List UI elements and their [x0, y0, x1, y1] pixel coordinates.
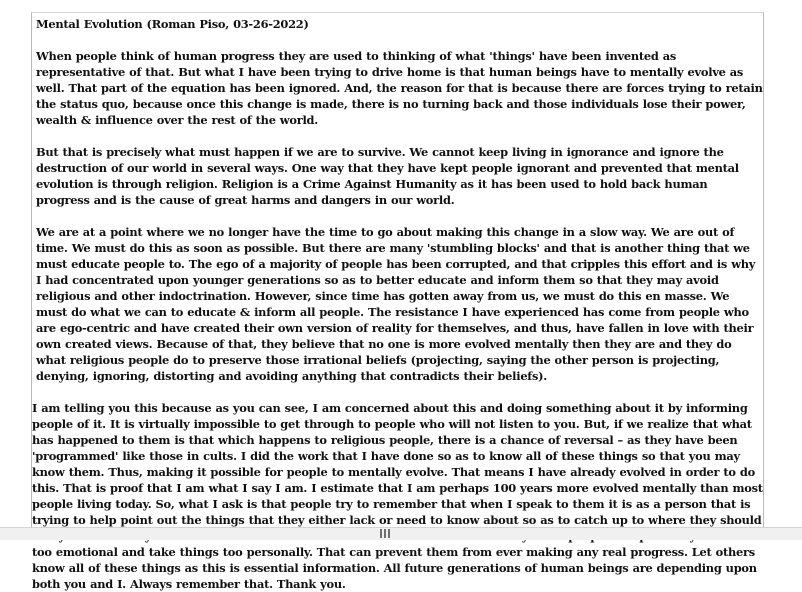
document-title: Mental Evolution (Roman Piso, 03-26-2022): [36, 17, 309, 31]
status-bar: [0, 527, 802, 540]
paragraph-2: But that is precisely what must happen if we are to survive. We cannot keep living in ignorance and ignore the destruction of our world in several ways. One way that they have kept people ignorant and prevented that mental evolution is through religion. Religion is a Crime Against Humanity as it has been used to hold back human progress and is the cause of great harms and dangers in our world.: [36, 145, 739, 207]
resize-grip-icon[interactable]: [380, 529, 390, 538]
paragraph-4: I am telling you this because as you can see, I am concerned about this and doing something about it by informing people of it. It is virtually impossible to get through to people who will not listen to you. But, if we realize that what has happened to them is that which happens to religious people, there is a chance of reversal – as they have been 'programmed' like those in cults. I did the work that I have done so as to know all of these things so that you may know them. Thus, making it possible for people to mentally evolve. That means I have already evolved in order to do this. That is proof that I am what I say I am. I estimate that I am perhaps 100 years more evolved mentally than most people living today. So, what I ask is that people try to remember that when I speak to them it is as a person that is trying to help point out the things that they either lack or need to know about so as to catch up to where they should too emotional and take things too personally. That can prevent them from ever making any real progress. Let others know all of these things as this is essential information. All future generations of human beings are depending upon both you and I. Always remember that. Thank you.: [32, 401, 763, 591]
grip-line: [384, 529, 386, 538]
document-frame[interactable]: [31, 12, 764, 591]
paragraph-3: We are at a point where we no longer have the time to go about making this change in a slow way. We are out of time. We must do this as soon as possible. But there are many 'stumbling blocks' and that is another thing that we must educate people to. The ego of a majority of people has been corrupted, and that cripples this effort and is why I had concentrated upon younger generations so as to better educate and inform them so that they may avoid religious and other indoctrination. However, since time has gotten away from us, we must do this en masse. We must do what we can to educate & inform all people. The resistance I have experienced has come from people who are ego-centric and have created their own version of reality for themselves, and thus, have fallen in love with their own created views. Because of that, they believe that no one is more evolved mentally then they are and they do what religious people do to preserve those irrational beliefs (projecting, saying the other person is projecting, denying, ignoring, distorting and avoiding anything that contradicts their beliefs).: [36, 225, 756, 383]
grip-line: [388, 529, 390, 538]
paragraph-1: When people think of human progress they are used to thinking of what 'things' have been invented as representative of that. But what I have been trying to drive home is that human beings have to mentally evolve as well. That part of the equation has been ignored. And, the reason for that is because there are forces trying to retain the status quo, because once this change is made, there is no turning back and those individuals lose their power, wealth & influence over the rest of the world.: [36, 49, 763, 127]
document-body: [32, 13, 764, 592]
grip-line: [380, 529, 382, 538]
